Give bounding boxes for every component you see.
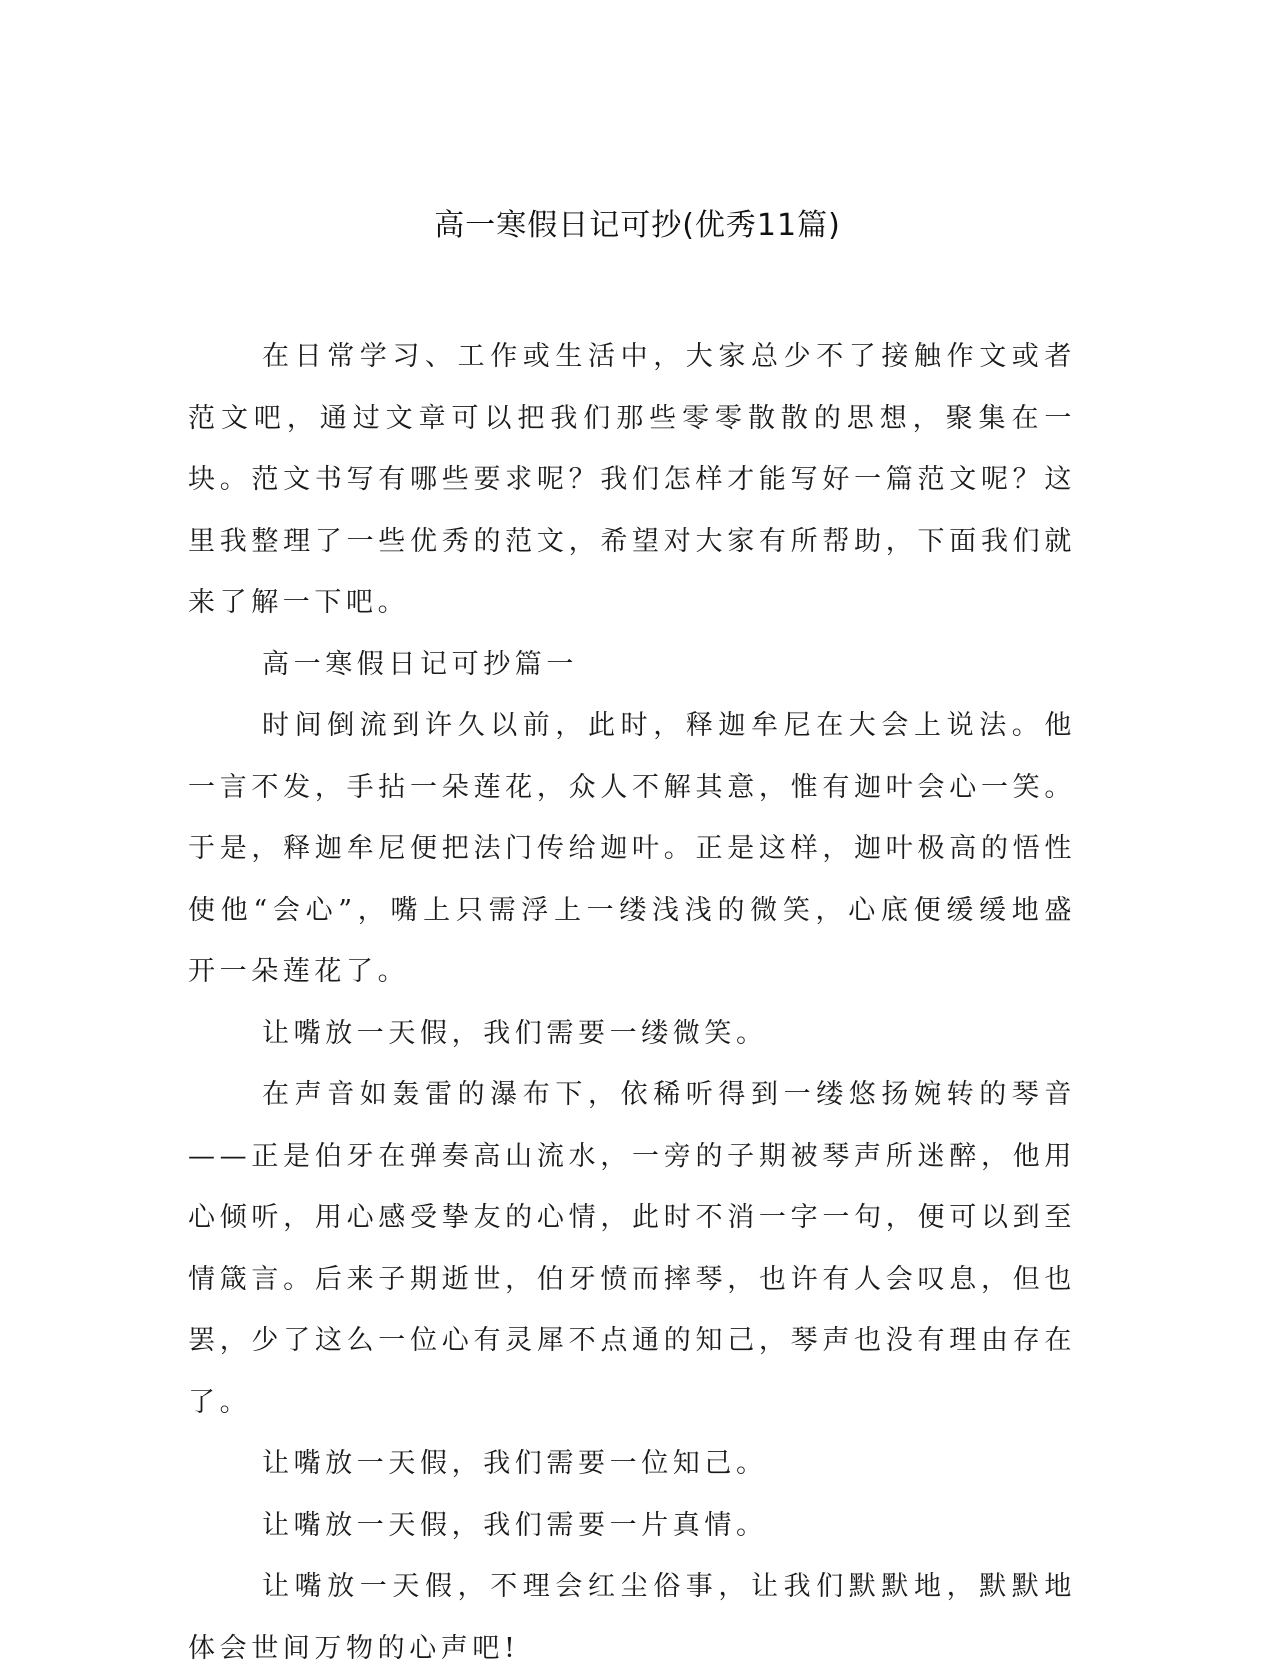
story-paragraph-buddha: 时间倒流到许久以前，此时，释迦牟尼在大会上说法。他一言不发，手拈一朵莲花，众人不解其意，惟有迦叶会心一笑。于是，释迦牟尼便把法门传给迦叶。正是这样，迦叶极高的悟性使他“会心”，嘴上只需浮上一缕浅浅的微笑，心底便缓缓地盛开一朵莲花了。 — [188, 710, 1076, 987]
refrain-sincerity: 让嘴放一天假，我们需要一片真情。 — [262, 1509, 768, 1541]
document-title: 高一寒假日记可抄(优秀11篇) — [434, 208, 841, 243]
closing-paragraph: 让嘴放一天假，不理会红尘俗事，让我们默默地，默默地体会世间万物的心声吧! — [188, 1571, 1076, 1664]
refrain-friend: 让嘴放一天假，我们需要一位知己。 — [262, 1448, 768, 1479]
section-heading: 高一寒假日记可抄篇一 — [262, 648, 578, 680]
document-body — [188, 326, 1076, 1679]
intro-paragraph: 在日常学习、工作或生活中，大家总少不了接触作文或者范文吧，通过文章可以把我们那些零零散散的思想，聚集在一块。范文书写有哪些要求呢？我们怎样才能写好一篇范文呢？这里我整理了一些优秀的范文，希望对大家有所帮助，下面我们就来了解一下吧。 — [188, 341, 1076, 618]
story-paragraph-boya: 在声音如轰雷的瀑布下，依稀听得到一缕悠扬婉转的琴音——正是伯牙在弹奏高山流水，一旁的子期被琴声所迷醉，他用心倾听，用心感受挚友的心情，此时不消一字一句，便可以到至情箴言。后来子期逝世，伯牙愤而摔琴，也许有人会叹息，但也罢，少了这么一位心有灵犀不点通的知己，琴声也没有理由存在了。 — [188, 1079, 1076, 1418]
refrain-smile: 让嘴放一天假，我们需要一缕微笑。 — [262, 1017, 768, 1049]
